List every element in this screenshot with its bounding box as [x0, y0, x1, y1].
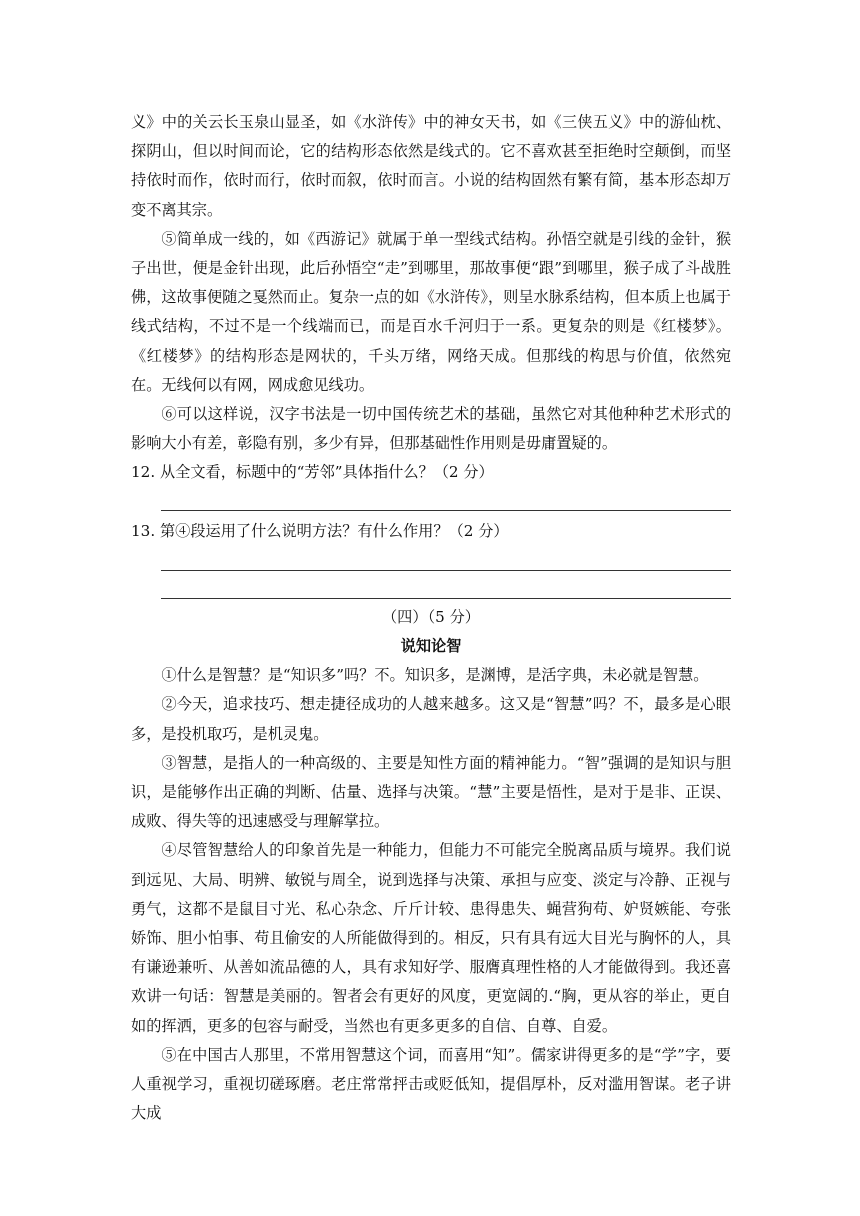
article-paragraph-3: ③智慧，是指人的一种高级的、主要是知性方面的精神能力。“智”强调的是知识与胆识，是能够作出正确的判断、估量、选择与决策。“慧”主要是悟性，是对于是非、正误、成败、得失等的迅速感受与理解掌拉。 [131, 753, 731, 831]
article-title: 说知论智 [400, 637, 462, 656]
page-content [131, 108, 731, 1129]
question-12: 12. 从全文看，标题中的“芳邻”具体指什么？（2 分） [131, 463, 494, 482]
paragraph-5: ⑤简单成一线的，如《西游记》就属于单一型线式结构。孙悟空就是引线的金针，猴子出世，便是金针出现，此后孙悟空“走”到哪里，那故事便“跟”到哪里，猴子成了斗战胜佛，这故事便随之戛然而止。复杂一点的如《水浒传》，则呈水脉系结构，但本质上也属于线式结构，不过不是一个线端而已，而是百水千河归于一系。更复杂的则是《红楼梦》。《红楼梦》的结构形态是网状的，千头万绪，网络天成。但那线的构思与价值，依然宛在。无线何以有网，网成愈见线功。 [131, 229, 731, 394]
article-paragraph-2: ②今天，追求技巧、想走捷径成功的人越来越多。这又是“智慧”吗？不，最多是心眼多，是投机取巧，是机灵鬼。 [131, 695, 731, 743]
question-13: 13. 第④段运用了什么说明方法？有什么作用？（2 分） [131, 521, 509, 540]
article-paragraph-1: ①什么是智慧？是“知识多”吗？不。知识多，是渊博，是活字典，未必就是智慧。 [161, 666, 709, 685]
paragraph-continuation: 义》中的关云长玉泉山显圣，如《水浒传》中的神女天书，如《三侠五义》中的游仙枕、探阴山，但以时间而论，它的结构形态依然是线式的。它不喜欢甚至拒绝时空颠倒，而坚持依时而作，依时而行，依时而叙，依时而言。小说的结构固然有繁有简，基本形态却万变不离其宗。 [131, 113, 731, 219]
article-paragraph-4: ④尽管智慧给人的印象首先是一种能力，但能力不可能完全脱离品质与境界。我们说到远见、大局、明辨、敏锐与周全，说到选择与决策、承担与应变、淡定与冷静、正视与勇气，这都不是鼠目寸光、私心杂念、斤斤计较、患得患失、蝇营狗苟、妒贤嫉能、夸张娇饰、胆小怕事、苟且偷安的人所能做得到的。相反，只有具有远大目光与胸怀的人，具有谦逊兼听、从善如流品德的人，具有求知好学、服膺真理性格的人才能做得到。我还喜欢讲一句话：智慧是美丽的。智者会有更好的风度，更宽阔的.“胸，更从容的举止，更自如的挥洒，更多的包容与耐受，当然也有更多更多的自信、自尊、自爱。 [131, 841, 731, 1035]
article-paragraph-5: ⑤在中国古人那里，不常用智慧这个词，而喜用“知”。儒家讲得更多的是“学”字，要人重视学习，重视切磋琢磨。老庄常常抨击或贬低知，提倡厚朴，反对滥用智谋。老子讲大成 [131, 1045, 731, 1123]
section-header: （四）（5 分） [381, 607, 480, 626]
paragraph-6: ⑥可以这样说，汉字书法是一切中国传统艺术的基础，虽然它对其他种种艺术形式的影响大小有差，彰隐有别，多少有异，但那基础性作用则是毋庸置疑的。 [131, 405, 731, 453]
